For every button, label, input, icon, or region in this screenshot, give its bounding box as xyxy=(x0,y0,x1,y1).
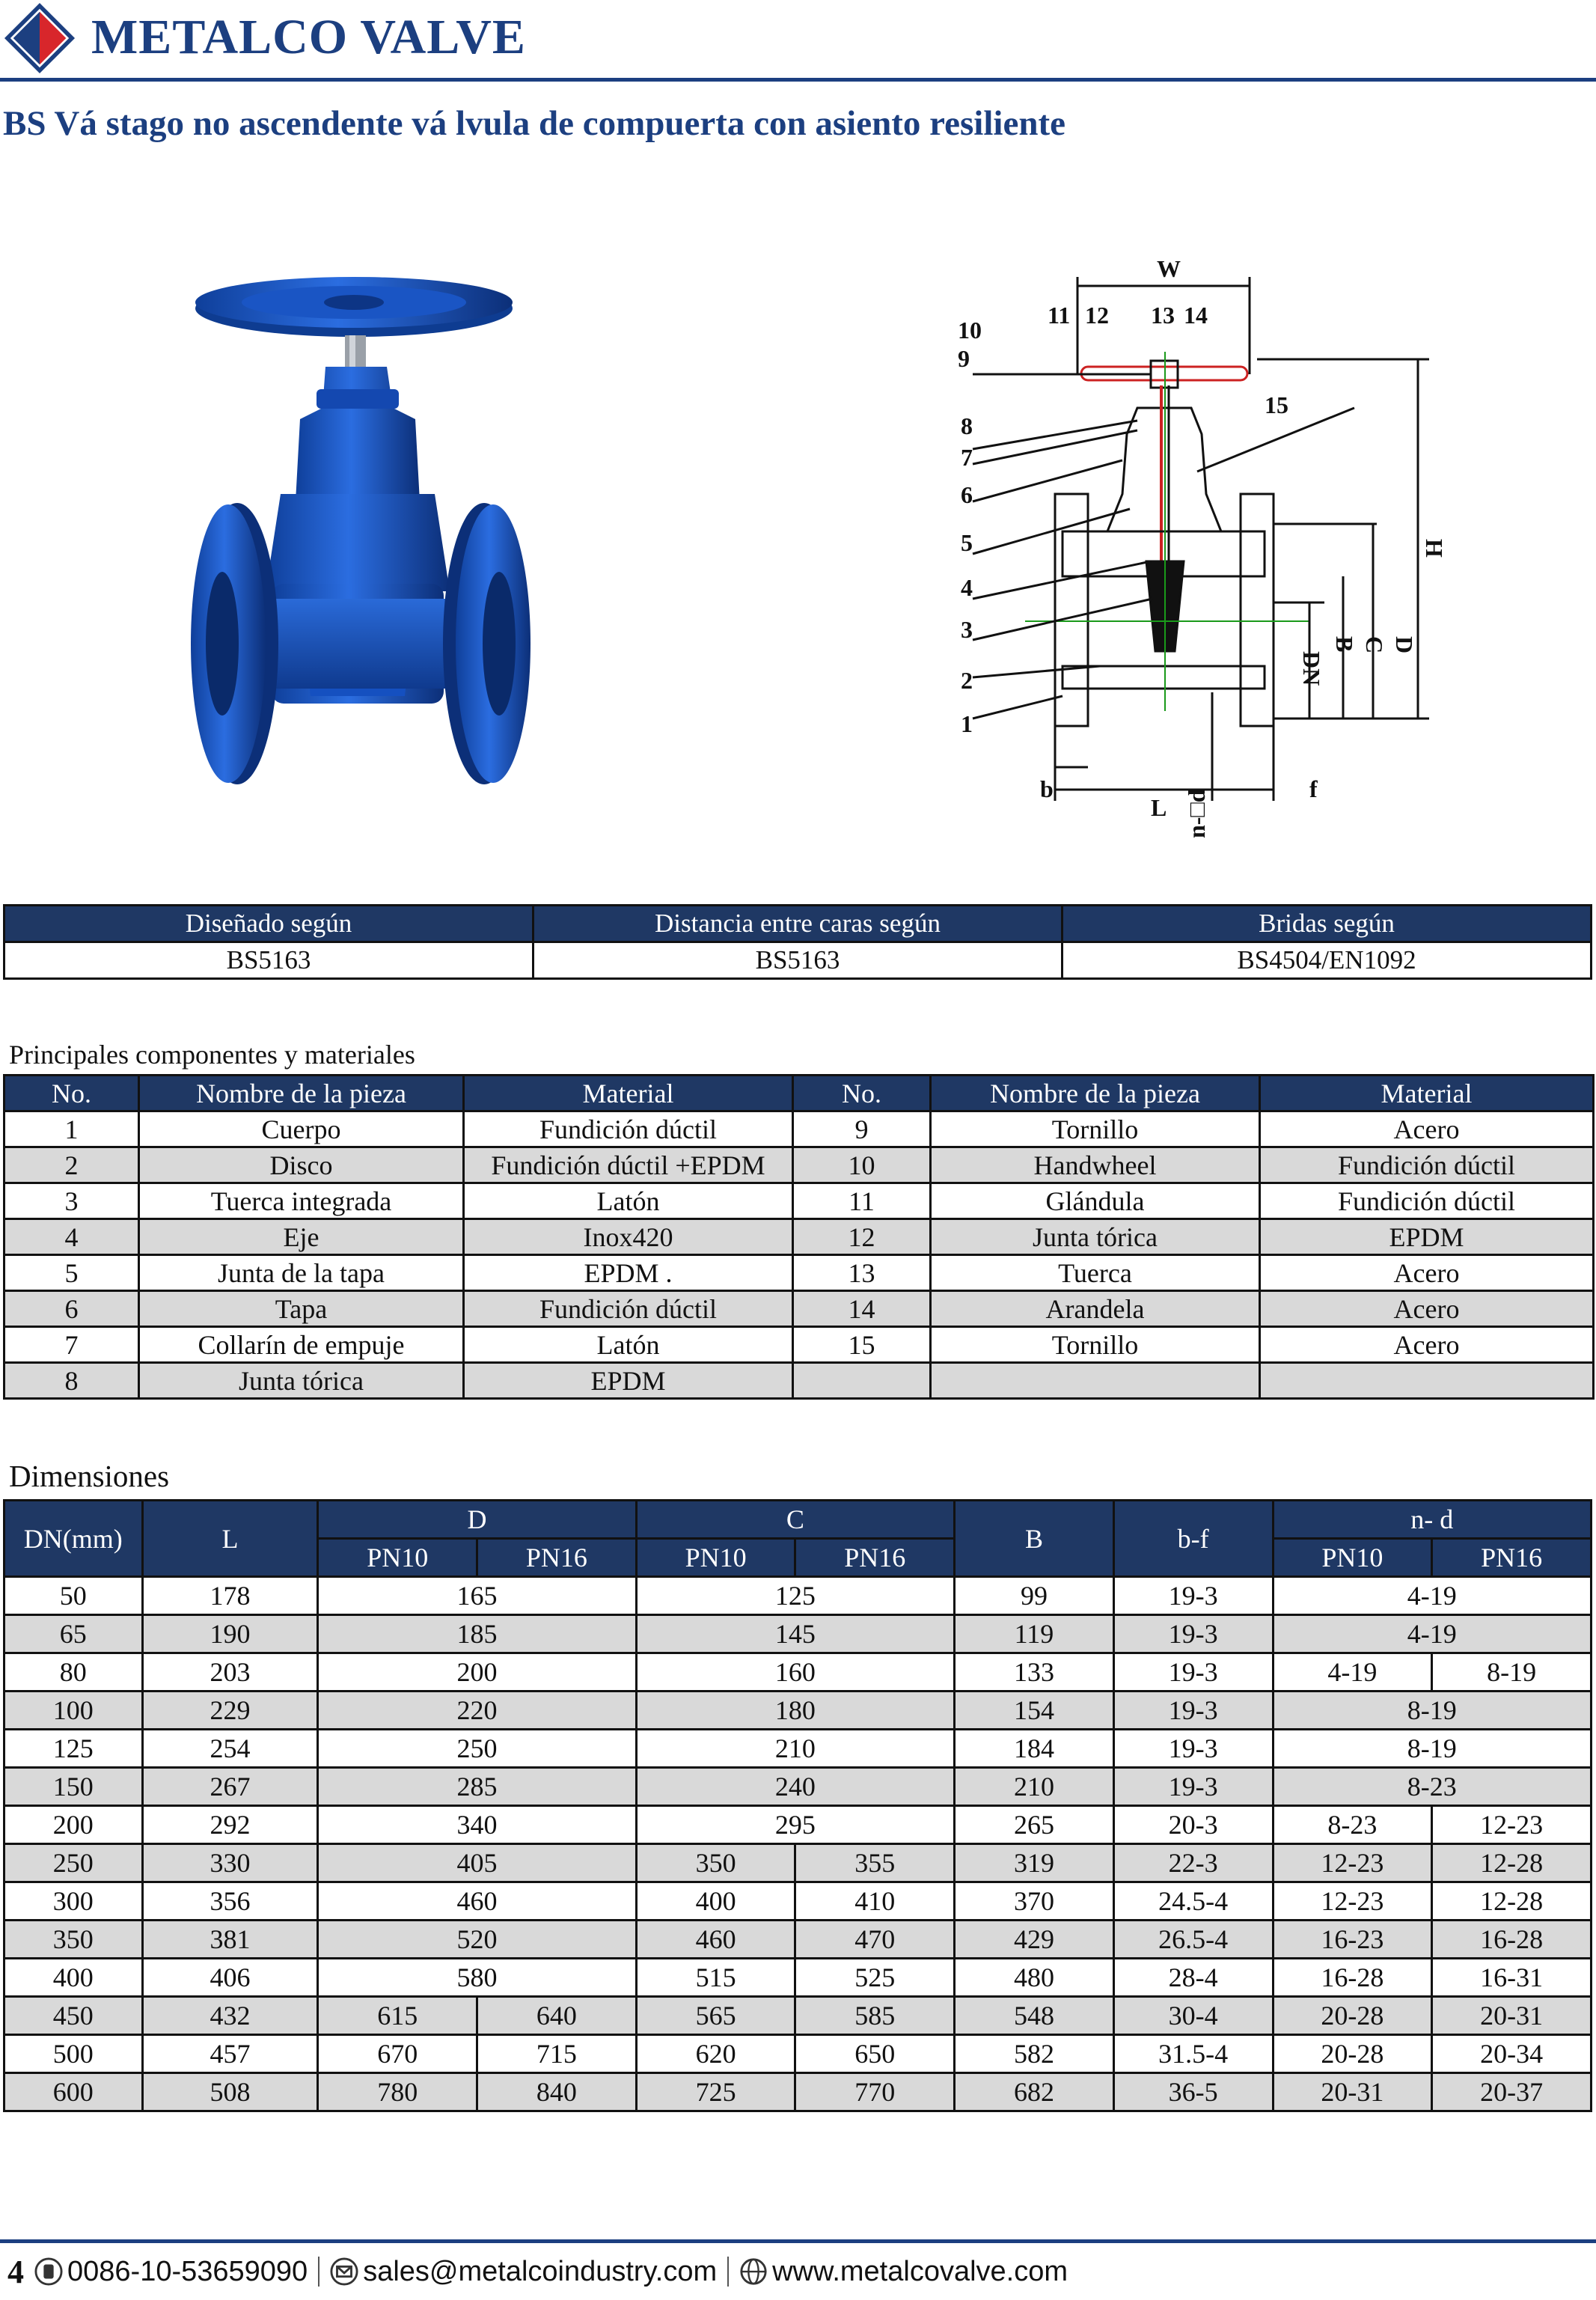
parts-row xyxy=(4,1255,1594,1291)
dims-cell-c: 515 xyxy=(636,1959,795,1997)
dims-header-l: L xyxy=(142,1501,318,1577)
dims-cell-nd: 16-28 xyxy=(1273,1959,1432,1997)
dims-cell-d: 220 xyxy=(318,1692,636,1730)
dims-cell-nd: 20-37 xyxy=(1432,2073,1592,2111)
dims-cell-d: 580 xyxy=(318,1959,636,1997)
parts-cell: Junta tórica xyxy=(931,1219,1260,1255)
dim-l: L xyxy=(1151,794,1167,821)
dims-cell-b: 265 xyxy=(955,1806,1114,1844)
dims-cell-d: 670 xyxy=(318,2035,477,2073)
parts-cell: 7 xyxy=(4,1327,139,1363)
dims-cell-l: 229 xyxy=(142,1692,318,1730)
footer-separator xyxy=(318,2257,319,2287)
technical-drawing xyxy=(950,247,1459,846)
dims-cell-b: 99 xyxy=(955,1577,1114,1615)
dims-cell-b: 319 xyxy=(955,1844,1114,1882)
parts-cell: Junta de la tapa xyxy=(139,1255,464,1291)
dims-header-bf: b-f xyxy=(1113,1501,1273,1577)
parts-cell: Tornillo xyxy=(931,1327,1260,1363)
standards-header: Diseñado según xyxy=(4,906,533,942)
parts-cell: Tuerca integrada xyxy=(139,1183,464,1219)
dims-cell-nd: 20-28 xyxy=(1273,2035,1432,2073)
dims-cell-bf: 19-3 xyxy=(1113,1615,1273,1653)
parts-cell: Junta tórica xyxy=(139,1363,464,1399)
parts-cell: 15 xyxy=(793,1327,931,1363)
dim-b: B xyxy=(1331,636,1358,653)
parts-cell: Acero xyxy=(1260,1111,1594,1147)
parts-row xyxy=(4,1363,1594,1399)
callout-1: 1 xyxy=(961,710,973,737)
dims-cell-nd: 12-23 xyxy=(1432,1806,1592,1844)
dims-cell-bf: 24.5-4 xyxy=(1113,1882,1273,1921)
dim-dn: DN xyxy=(1298,651,1325,686)
dims-cell-nd: 20-28 xyxy=(1273,1997,1432,2035)
dims-header-pn16: PN16 xyxy=(1432,1539,1592,1577)
dim-nd: n-□d xyxy=(1183,789,1210,838)
dims-row xyxy=(4,1921,1592,1959)
parts-header: Material xyxy=(1260,1076,1594,1111)
parts-cell: Tornillo xyxy=(931,1111,1260,1147)
dims-body xyxy=(4,1577,1592,2111)
dims-cell-c: 400 xyxy=(636,1882,795,1921)
dims-cell-nd: 8-19 xyxy=(1432,1653,1592,1692)
dims-cell-c: 350 xyxy=(636,1844,795,1882)
dims-cell-c: 240 xyxy=(636,1768,954,1806)
parts-row xyxy=(4,1327,1594,1363)
valve-photo xyxy=(191,277,542,816)
parts-table xyxy=(3,1074,1595,1400)
parts-cell: Tapa xyxy=(139,1291,464,1327)
dims-header-pn10: PN10 xyxy=(636,1539,795,1577)
dims-row xyxy=(4,1692,1592,1730)
dims-cell-dn: 200 xyxy=(4,1806,143,1844)
dims-header-b: B xyxy=(955,1501,1114,1577)
dims-cell-c: 210 xyxy=(636,1730,954,1768)
dim-h: H xyxy=(1421,539,1448,558)
parts-header: No. xyxy=(4,1076,139,1111)
dims-cell-l: 292 xyxy=(142,1806,318,1844)
callout-15: 15 xyxy=(1265,391,1288,418)
dims-cell-d: 520 xyxy=(318,1921,636,1959)
dims-cell-b: 133 xyxy=(955,1653,1114,1692)
parts-cell: 12 xyxy=(793,1219,931,1255)
dims-cell-nd: 12-23 xyxy=(1273,1844,1432,1882)
dims-cell-c: 160 xyxy=(636,1653,954,1692)
callout-9: 9 xyxy=(958,345,970,372)
dims-cell-dn: 400 xyxy=(4,1959,143,1997)
callout-11: 11 xyxy=(1048,302,1071,329)
dims-header-nd: n- d xyxy=(1273,1501,1592,1539)
footer-phone: 0086-10-53659090 xyxy=(67,2255,308,2287)
dims-row xyxy=(4,1768,1592,1806)
dims-cell-l: 330 xyxy=(142,1844,318,1882)
dims-cell-nd: 12-28 xyxy=(1432,1844,1592,1882)
parts-cell: Latón xyxy=(464,1327,793,1363)
dims-cell-nd: 20-31 xyxy=(1432,1997,1592,2035)
parts-row xyxy=(4,1291,1594,1327)
dims-row xyxy=(4,2073,1592,2111)
parts-cell: EPDM . xyxy=(464,1255,793,1291)
dims-cell-d: 250 xyxy=(318,1730,636,1768)
dims-cell-dn: 80 xyxy=(4,1653,143,1692)
dim-c: C xyxy=(1361,636,1388,654)
parts-cell: 5 xyxy=(4,1255,139,1291)
dims-header-pn10: PN10 xyxy=(1273,1539,1432,1577)
parts-header: Nombre de la pieza xyxy=(139,1076,464,1111)
dims-cell-nd: 20-34 xyxy=(1432,2035,1592,2073)
dims-row xyxy=(4,2035,1592,2073)
callout-5: 5 xyxy=(961,529,973,556)
mail-icon xyxy=(330,2257,358,2286)
dims-cell-b: 429 xyxy=(955,1921,1114,1959)
dims-cell-dn: 100 xyxy=(4,1692,143,1730)
logo-icon xyxy=(3,1,76,75)
dims-header-d: D xyxy=(318,1501,636,1539)
parts-cell: Eje xyxy=(139,1219,464,1255)
dims-cell-bf: 20-3 xyxy=(1113,1806,1273,1844)
dims-cell-dn: 65 xyxy=(4,1615,143,1653)
dims-cell-bf: 19-3 xyxy=(1113,1653,1273,1692)
phone-icon xyxy=(34,2257,63,2286)
parts-cell xyxy=(1260,1363,1594,1399)
dims-cell-b: 480 xyxy=(955,1959,1114,1997)
dims-row xyxy=(4,1806,1592,1844)
footer-divider xyxy=(0,2239,1596,2243)
parts-cell: Fundición dúctil xyxy=(464,1111,793,1147)
parts-cell: Arandela xyxy=(931,1291,1260,1327)
dims-cell-b: 210 xyxy=(955,1768,1114,1806)
dims-cell-l: 254 xyxy=(142,1730,318,1768)
dims-cell-dn: 125 xyxy=(4,1730,143,1768)
dims-cell-l: 356 xyxy=(142,1882,318,1921)
parts-cell: 6 xyxy=(4,1291,139,1327)
dims-cell-c: 460 xyxy=(636,1921,795,1959)
dims-cell-nd: 4-19 xyxy=(1273,1653,1432,1692)
parts-cell: 2 xyxy=(4,1147,139,1183)
callout-2: 2 xyxy=(961,667,973,694)
dims-cell-d: 165 xyxy=(318,1577,636,1615)
dims-cell-bf: 19-3 xyxy=(1113,1692,1273,1730)
parts-cell: 11 xyxy=(793,1183,931,1219)
dims-cell-dn: 450 xyxy=(4,1997,143,2035)
dims-cell-nd: 16-31 xyxy=(1432,1959,1592,1997)
dims-row xyxy=(4,1615,1592,1653)
dims-cell-c: 145 xyxy=(636,1615,954,1653)
header-divider xyxy=(0,78,1596,82)
parts-cell: 8 xyxy=(4,1363,139,1399)
dims-cell-nd: 12-28 xyxy=(1432,1882,1592,1921)
dims-cell-d: 715 xyxy=(477,2035,637,2073)
dims-header-dn: DN(mm) xyxy=(4,1501,143,1577)
dims-cell-bf: 19-3 xyxy=(1113,1577,1273,1615)
dims-cell-l: 508 xyxy=(142,2073,318,2111)
dims-cell-nd: 20-31 xyxy=(1273,2073,1432,2111)
dims-cell-d: 200 xyxy=(318,1653,636,1692)
dims-cell-c: 470 xyxy=(795,1921,955,1959)
dims-cell-d: 405 xyxy=(318,1844,636,1882)
footer-separator xyxy=(727,2257,729,2287)
dims-caption: Dimensiones xyxy=(9,1459,170,1493)
parts-cell: Fundición dúctil xyxy=(1260,1147,1594,1183)
dims-header-pn10: PN10 xyxy=(318,1539,477,1577)
parts-cell xyxy=(793,1363,931,1399)
standards-value: BS5163 xyxy=(533,942,1063,979)
callout-12: 12 xyxy=(1085,302,1109,329)
parts-cell: Fundición dúctil xyxy=(464,1291,793,1327)
svg-text:W: W xyxy=(1157,255,1181,282)
dims-cell-dn: 250 xyxy=(4,1844,143,1882)
footer-website[interactable]: www.metalcovalve.com xyxy=(772,2255,1068,2287)
dims-cell-nd: 8-23 xyxy=(1273,1768,1592,1806)
callout-6: 6 xyxy=(961,481,973,508)
dims-cell-dn: 150 xyxy=(4,1768,143,1806)
dims-cell-dn: 50 xyxy=(4,1577,143,1615)
dims-row xyxy=(4,1577,1592,1615)
parts-cell: 13 xyxy=(793,1255,931,1291)
brand-name: METALCO VALVE xyxy=(91,10,526,64)
dims-header-pn16: PN16 xyxy=(795,1539,955,1577)
dims-cell-d: 840 xyxy=(477,2073,637,2111)
parts-body xyxy=(4,1111,1594,1399)
parts-cell: Tuerca xyxy=(931,1255,1260,1291)
parts-row xyxy=(4,1183,1594,1219)
callout-10: 10 xyxy=(958,317,982,344)
parts-cell xyxy=(931,1363,1260,1399)
dims-cell-c: 585 xyxy=(795,1997,955,2035)
dims-cell-bf: 30-4 xyxy=(1113,1997,1273,2035)
dims-cell-d: 460 xyxy=(318,1882,636,1921)
parts-cell: Glándula xyxy=(931,1183,1260,1219)
dims-cell-b: 682 xyxy=(955,2073,1114,2111)
parts-cell: Handwheel xyxy=(931,1147,1260,1183)
parts-cell: Cuerpo xyxy=(139,1111,464,1147)
parts-row xyxy=(4,1219,1594,1255)
dims-cell-bf: 19-3 xyxy=(1113,1768,1273,1806)
dims-cell-d: 640 xyxy=(477,1997,637,2035)
standards-table xyxy=(3,904,1592,980)
dims-row xyxy=(4,1997,1592,2035)
dimensions-table xyxy=(3,1499,1592,2112)
dims-cell-bf: 28-4 xyxy=(1113,1959,1273,1997)
dims-cell-l: 406 xyxy=(142,1959,318,1997)
dims-cell-d: 340 xyxy=(318,1806,636,1844)
parts-row xyxy=(4,1147,1594,1183)
parts-cell: 14 xyxy=(793,1291,931,1327)
dims-cell-b: 370 xyxy=(955,1882,1114,1921)
dims-cell-b: 582 xyxy=(955,2035,1114,2073)
page-number: 4 xyxy=(7,2253,24,2290)
dims-cell-dn: 350 xyxy=(4,1921,143,1959)
dims-cell-b: 184 xyxy=(955,1730,1114,1768)
parts-cell: Collarín de empuje xyxy=(139,1327,464,1363)
dims-cell-l: 267 xyxy=(142,1768,318,1806)
parts-cell: Fundición dúctil xyxy=(1260,1183,1594,1219)
dims-cell-dn: 600 xyxy=(4,2073,143,2111)
standards-header: Distancia entre caras según xyxy=(533,906,1063,942)
dims-cell-bf: 31.5-4 xyxy=(1113,2035,1273,2073)
dims-cell-l: 203 xyxy=(142,1653,318,1692)
dims-row xyxy=(4,1653,1592,1692)
dim-b-small: b xyxy=(1040,775,1054,802)
dims-cell-c: 410 xyxy=(795,1882,955,1921)
page-title: BS Vá stago no ascendente vá lvula de compuerta con asiento resiliente xyxy=(3,104,1065,143)
dims-cell-l: 381 xyxy=(142,1921,318,1959)
dims-cell-nd: 16-28 xyxy=(1432,1921,1592,1959)
footer xyxy=(7,2249,1068,2294)
dims-cell-nd: 8-19 xyxy=(1273,1692,1592,1730)
dims-cell-c: 725 xyxy=(636,2073,795,2111)
dims-cell-c: 125 xyxy=(636,1577,954,1615)
parts-header: Nombre de la pieza xyxy=(931,1076,1260,1111)
standards-header: Bridas según xyxy=(1063,906,1592,942)
parts-cell: EPDM xyxy=(464,1363,793,1399)
dims-cell-c: 180 xyxy=(636,1692,954,1730)
dims-header-c: C xyxy=(636,1501,954,1539)
parts-cell: 3 xyxy=(4,1183,139,1219)
parts-cell: Disco xyxy=(139,1147,464,1183)
dims-cell-l: 457 xyxy=(142,2035,318,2073)
dim-f: f xyxy=(1309,775,1318,802)
dims-cell-dn: 500 xyxy=(4,2035,143,2073)
dims-cell-c: 650 xyxy=(795,2035,955,2073)
parts-cell: Fundición dúctil +EPDM xyxy=(464,1147,793,1183)
dims-cell-bf: 22-3 xyxy=(1113,1844,1273,1882)
dims-cell-d: 780 xyxy=(318,2073,477,2111)
dims-cell-bf: 26.5-4 xyxy=(1113,1921,1273,1959)
standards-value: BS4504/EN1092 xyxy=(1063,942,1592,979)
parts-cell: Latón xyxy=(464,1183,793,1219)
dims-row xyxy=(4,1959,1592,1997)
parts-cell: 9 xyxy=(793,1111,931,1147)
parts-cell: Acero xyxy=(1260,1327,1594,1363)
callout-3: 3 xyxy=(961,616,973,643)
dims-cell-nd: 4-19 xyxy=(1273,1577,1592,1615)
dims-cell-bf: 36-5 xyxy=(1113,2073,1273,2111)
parts-caption: Principales componentes y materiales xyxy=(9,1040,415,1070)
dims-cell-l: 178 xyxy=(142,1577,318,1615)
dims-cell-c: 295 xyxy=(636,1806,954,1844)
dims-cell-nd: 4-19 xyxy=(1273,1615,1592,1653)
dims-cell-dn: 300 xyxy=(4,1882,143,1921)
parts-cell: 10 xyxy=(793,1147,931,1183)
dims-cell-nd: 8-19 xyxy=(1273,1730,1592,1768)
dim-d: D xyxy=(1391,636,1418,654)
dims-header-pn16: PN16 xyxy=(477,1539,637,1577)
parts-cell: 4 xyxy=(4,1219,139,1255)
dims-cell-bf: 19-3 xyxy=(1113,1730,1273,1768)
dims-cell-c: 620 xyxy=(636,2035,795,2073)
dims-cell-nd: 16-23 xyxy=(1273,1921,1432,1959)
parts-cell: EPDM xyxy=(1260,1219,1594,1255)
parts-row xyxy=(4,1111,1594,1147)
dims-cell-b: 548 xyxy=(955,1997,1114,2035)
dims-row xyxy=(4,1844,1592,1882)
dims-cell-c: 525 xyxy=(795,1959,955,1997)
dims-cell-d: 615 xyxy=(318,1997,477,2035)
callout-7: 7 xyxy=(961,444,973,471)
dims-cell-l: 190 xyxy=(142,1615,318,1653)
dims-cell-b: 119 xyxy=(955,1615,1114,1653)
globe-icon xyxy=(739,2257,768,2286)
parts-header: Material xyxy=(464,1076,793,1111)
dims-row xyxy=(4,1730,1592,1768)
dims-cell-d: 185 xyxy=(318,1615,636,1653)
callout-14: 14 xyxy=(1184,302,1208,329)
parts-header: No. xyxy=(793,1076,931,1111)
dims-cell-nd: 12-23 xyxy=(1273,1882,1432,1921)
callout-13: 13 xyxy=(1151,302,1175,329)
parts-cell: Inox420 xyxy=(464,1219,793,1255)
callout-4: 4 xyxy=(961,574,973,601)
dims-row xyxy=(4,1882,1592,1921)
dims-cell-l: 432 xyxy=(142,1997,318,2035)
callout-8: 8 xyxy=(961,412,973,439)
dims-cell-c: 355 xyxy=(795,1844,955,1882)
standards-value: BS5163 xyxy=(4,942,533,979)
parts-cell: Acero xyxy=(1260,1255,1594,1291)
dims-cell-b: 154 xyxy=(955,1692,1114,1730)
dims-cell-c: 565 xyxy=(636,1997,795,2035)
footer-email[interactable]: sales@metalcoindustry.com xyxy=(363,2255,718,2287)
dims-cell-c: 770 xyxy=(795,2073,955,2111)
dims-cell-d: 285 xyxy=(318,1768,636,1806)
dims-cell-nd: 8-23 xyxy=(1273,1806,1432,1844)
parts-cell: 1 xyxy=(4,1111,139,1147)
parts-cell: Acero xyxy=(1260,1291,1594,1327)
